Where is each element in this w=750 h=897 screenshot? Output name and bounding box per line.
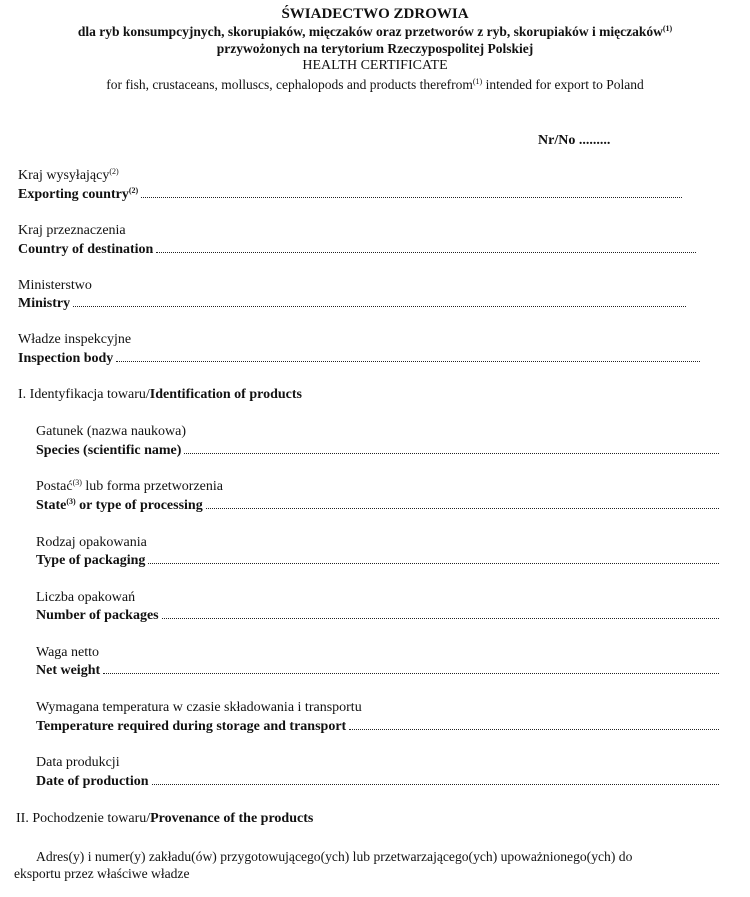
inspection-label-pl: Władze inspekcyjne	[18, 332, 132, 347]
packages-label-pl: Liczba opakowań	[36, 590, 136, 605]
ministry-label-pl: Ministerstwo	[18, 278, 92, 293]
title-en: HEALTH CERTIFICATE	[302, 58, 448, 73]
production-label-en: Date of production	[36, 774, 149, 789]
ministry-label-en: Ministry	[18, 296, 71, 311]
subtitle-pl-line-1: dla ryb konsumpcyjnych, skorupiaków, mięczaków oraz przetworów z ryb, skorupiaków i mięczaków$^{(1)}$	[77, 24, 673, 39]
certificate-number: Nr/No .........	[538, 133, 611, 148]
packages-field[interactable]	[36, 607, 719, 624]
species-label-pl: Gatunek (nazwa naukowa)	[36, 424, 187, 439]
exporting-country-label-en: Exporting country$^{(2)}$	[18, 186, 139, 202]
dotted-fill-line	[148, 552, 719, 564]
packages-label-en: Number of packages	[36, 608, 159, 623]
section-2-paragraph-line-2: eksportu przez właściwe władze	[14, 866, 190, 881]
species-field[interactable]	[36, 442, 719, 459]
state-label-pl: Postać$^{(3)}$ lub forma przetworzenia	[36, 478, 223, 494]
weight-label-en: Net weight	[36, 663, 101, 678]
dotted-fill-line	[162, 607, 719, 619]
destination-label-en: Country of destination	[18, 242, 154, 257]
dotted-fill-line	[184, 442, 719, 454]
dotted-fill-line	[152, 773, 719, 785]
dotted-fill-line	[141, 186, 682, 198]
species-label-en: Species (scientific name)	[36, 443, 182, 458]
destination-field[interactable]	[18, 241, 696, 258]
exporting-country-field[interactable]	[18, 186, 682, 203]
dotted-fill-line	[206, 497, 719, 509]
weight-label-pl: Waga netto	[36, 645, 100, 660]
certificate-title: ŚWIADECTWO ZDROWIA	[281, 6, 469, 22]
production-field[interactable]	[36, 773, 719, 790]
dotted-fill-line	[116, 350, 700, 362]
packaging-label-pl: Rodzaj opakowania	[36, 535, 147, 550]
temperature-label-en: Temperature required during storage and transport	[36, 719, 347, 734]
dotted-fill-line	[156, 241, 696, 253]
temperature-field[interactable]	[36, 718, 719, 735]
subtitle-en: for fish, crustaceans, molluscs, cephalopods and products therefrom$^{(1)}$ intended for export to Poland	[106, 77, 644, 92]
dotted-fill-line	[349, 718, 719, 730]
state-field[interactable]	[36, 497, 719, 514]
packaging-field[interactable]	[36, 552, 719, 569]
dotted-fill-line	[73, 295, 686, 307]
ministry-field[interactable]	[18, 295, 686, 312]
subtitle-pl-line-2: przywożonych na terytorium Rzeczypospolitej Polskiej	[216, 41, 534, 56]
temperature-label-pl: Wymagana temperatura w czasie składowania i transportu	[36, 700, 362, 715]
section-1-heading: I. Identyfikacja towaru/Identification of products	[18, 387, 302, 402]
section-2-heading: II. Pochodzenie towaru/Provenance of the products	[16, 811, 314, 826]
dotted-fill-line	[103, 662, 719, 674]
destination-label-pl: Kraj przeznaczenia	[18, 223, 126, 238]
inspection-label-en: Inspection body	[18, 351, 114, 366]
state-label-en: State$^{(3)}$ or type of processing	[36, 497, 203, 513]
packaging-label-en: Type of packaging	[36, 553, 146, 568]
inspection-field[interactable]	[18, 350, 700, 367]
weight-field[interactable]	[36, 662, 719, 679]
production-label-pl: Data produkcji	[36, 755, 120, 770]
section-2-paragraph-line-1: Adres(y) i numer(y) zakładu(ów) przygotowującego(ych) lub przetwarzającego(ych) upoważnionego(ych) do	[36, 849, 633, 864]
exporting-country-label-pl: Kraj wysyłający$^{(2)}$	[18, 167, 119, 183]
